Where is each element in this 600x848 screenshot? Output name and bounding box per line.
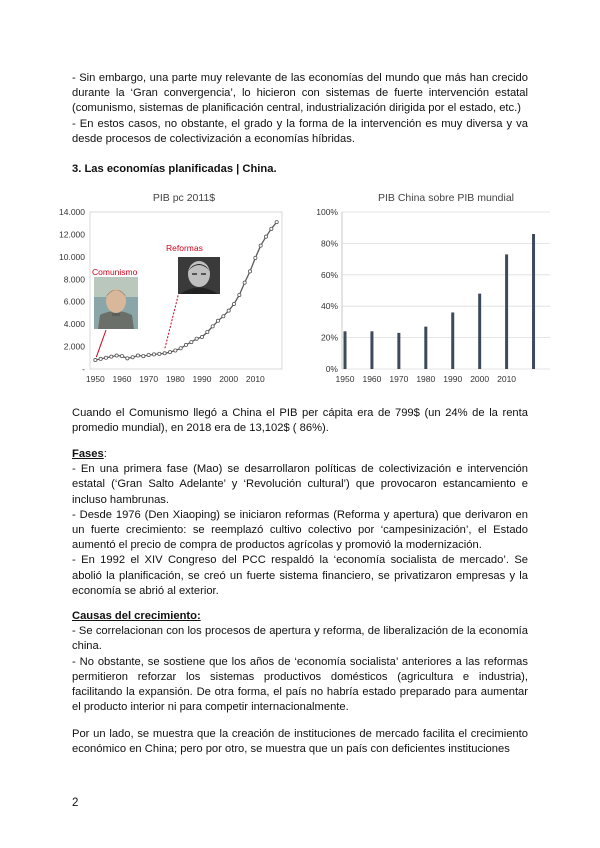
deng-portrait-image	[178, 257, 220, 294]
arrow-reformas	[165, 292, 179, 349]
gdp-per-capita-svg	[52, 188, 290, 384]
line-chart-point	[254, 256, 257, 259]
fases-item-2: - Desde 1976 (Den Xiaoping) se iniciaron reformas (Reforma y apertura) que derivaron en un fuerte crecimiento: se reemplazó cultivo colectivo por ‘campesinización’, el Estado aumentó el precio de compra de productos agrícolas y promovió la modernización.	[72, 508, 528, 552]
line-chart-title: PIB pc 2011$	[152, 192, 216, 204]
line-chart-point	[104, 356, 107, 359]
line-chart-point	[110, 355, 113, 358]
line-chart-point	[179, 347, 182, 350]
bar-chart-ytick-label: 40%	[320, 301, 338, 312]
line-chart-point	[174, 349, 177, 352]
line-chart-xtick-label: 1970	[139, 374, 159, 384]
deng-portrait	[178, 257, 220, 294]
page-number: 2	[72, 797, 79, 809]
bar-chart-bar	[397, 333, 400, 369]
gdp-summary: Cuando el Comunismo llegó a China el PIB per cápita era de 799$ (un 24% de la renta promedio mundial), en 2018 era de 13,102$ ( 86%).	[72, 407, 528, 435]
line-chart-xtick-label: 1980	[165, 374, 185, 384]
mao-portrait	[94, 277, 138, 329]
line-chart-point	[94, 358, 97, 361]
causas-section	[72, 609, 528, 715]
bar-chart-xtick-label: 1990	[443, 374, 463, 384]
causas-item-1: - Se correlacionan con los procesos de apertura y reforma, de liberalización de la economía china.	[72, 625, 528, 653]
annotation-reformas: Reformas	[166, 243, 203, 253]
bar-chart-xtick-label: 2010	[497, 374, 517, 384]
line-chart-point	[136, 354, 139, 357]
fases-heading	[72, 447, 528, 462]
china-share-chart	[310, 188, 555, 384]
line-chart-point	[227, 309, 230, 312]
bar-chart-ytick-label: 20%	[320, 332, 338, 343]
bar-chart-ytick-label: 60%	[320, 269, 338, 280]
section-title: 3. Las economías planificadas | China.	[72, 163, 277, 175]
line-chart-point	[248, 270, 251, 273]
line-chart-point	[206, 330, 209, 333]
line-chart-ytick-label: 2.000	[63, 341, 85, 352]
line-chart-ytick-label: 10.000	[59, 251, 85, 262]
line-chart-point	[120, 355, 123, 358]
line-chart-point	[184, 343, 187, 346]
line-chart-point	[158, 352, 161, 355]
bar-chart-xtick-label: 2000	[470, 374, 490, 384]
bar-chart-xtick-label: 1970	[389, 374, 409, 384]
bar-chart-xtick-label: 1950	[335, 374, 355, 384]
line-chart-point	[222, 315, 225, 318]
bar-chart-bar	[478, 294, 481, 369]
line-chart-point	[216, 319, 219, 322]
bar-chart-xtick-label: 1960	[362, 374, 382, 384]
line-chart-point	[147, 353, 150, 356]
bar-chart-bar	[424, 327, 427, 369]
line-chart-xtick-label: 1960	[112, 374, 132, 384]
line-chart-xtick-label: 1950	[85, 374, 105, 384]
line-chart-ytick-label: 4.000	[63, 319, 85, 330]
annotation-comunismo: Comunismo	[92, 267, 138, 277]
line-chart-point	[264, 235, 267, 238]
line-chart-point	[275, 220, 278, 223]
closing-paragraph: Por un lado, se muestra que la creación de instituciones de mercado facilita el crecimiento económico en China; pero por otro, se muestra que un país con deficientes instituciones	[72, 728, 528, 756]
bar-chart-ytick-label: 0%	[325, 364, 338, 374]
line-chart-point	[259, 244, 262, 247]
china-share-svg	[310, 188, 555, 384]
causas-heading	[72, 609, 528, 624]
line-chart-point	[126, 357, 129, 360]
line-chart-ytick-label: 12.000	[59, 229, 85, 240]
line-chart-point	[115, 354, 118, 357]
arrow-comunismo	[96, 330, 106, 357]
fases-colon: :	[103, 448, 107, 460]
bar-chart-bar	[344, 331, 347, 369]
bar-chart-bar	[532, 234, 535, 369]
fases-title: Fases	[72, 448, 104, 460]
line-chart-point	[99, 357, 102, 360]
intro-paragraph-1: - Sin embargo, una parte muy relevante de las economías del mundo que más han crecido durante la ‘Gran convergencia’, lo hicieron con sistemas de fuerte intervención estatal (comunismo, sistemas de planificación central, industrialización dirigida por el estado, etc.)	[72, 72, 528, 115]
fases-item-1: - En una primera fase (Mao) se desarrollaron políticas de colectivización e intervención estatal (‘Gran Salto Adelante’ y ‘Revolución cultural’) que provocaron estancamiento e incluso hambrunas.	[72, 463, 528, 506]
gdp-per-capita-chart	[52, 188, 290, 384]
fases-section	[72, 447, 528, 599]
line-chart-point	[195, 337, 198, 340]
line-chart-point	[163, 352, 166, 355]
line-chart-point	[142, 355, 145, 358]
line-chart-point	[131, 356, 134, 359]
line-chart-ytick-label: -	[82, 364, 85, 374]
line-chart-point	[243, 281, 246, 284]
mao-portrait-image	[94, 277, 138, 329]
line-chart-point	[211, 325, 214, 328]
bar-chart-title: PIB China sobre PIB mundial	[378, 192, 514, 204]
line-chart-ytick-label: 14.000	[59, 207, 85, 217]
line-chart-xtick-label: 2000	[219, 374, 239, 384]
line-chart-point	[232, 302, 235, 305]
bar-chart-xtick-label: 1980	[416, 374, 436, 384]
line-chart-point	[270, 227, 273, 230]
causas-item-2: - No obstante, se sostiene que los años de ‘economía socialista’ anteriores a las reformas permitieron reforzar los sistemas productivos domésticos (agricultura e industria), facilitando la expansión. De otra forma, el país no habría estado preparado para aumentar el producto interior ni para competir internacionalmente.	[72, 655, 528, 714]
causas-title: Causas del crecimiento:	[72, 610, 201, 622]
fases-item-3: - En 1992 el XIV Congreso del PCC respaldó la ‘economía socialista de mercado’. Se abolió la planificación, se creó un fuerte sistema financiero, se privatizaron empresas y la economía se abrió al exterior.	[72, 554, 528, 597]
bar-chart-ytick-label: 100%	[316, 207, 338, 217]
line-chart-xtick-label: 2010	[245, 374, 265, 384]
bar-chart-ytick-label: 80%	[320, 238, 338, 249]
line-chart-point	[238, 293, 241, 296]
line-chart-ytick-label: 8.000	[63, 274, 85, 285]
bar-chart-bar	[451, 312, 454, 369]
line-chart-point	[152, 353, 155, 356]
line-chart-point	[168, 351, 171, 354]
line-chart-xtick-label: 1990	[192, 374, 212, 384]
intro-paragraphs	[72, 71, 528, 147]
line-chart-point	[190, 340, 193, 343]
bar-chart-bar	[505, 254, 508, 369]
line-chart-ytick-label: 6.000	[63, 296, 85, 307]
intro-paragraph-2: - En estos casos, no obstante, el grado y la forma de la intervención es muy diversa y va desde procesos de colectivización a economías híbridas.	[72, 117, 528, 145]
line-chart-point	[200, 335, 203, 338]
bar-chart-bar	[370, 331, 373, 369]
